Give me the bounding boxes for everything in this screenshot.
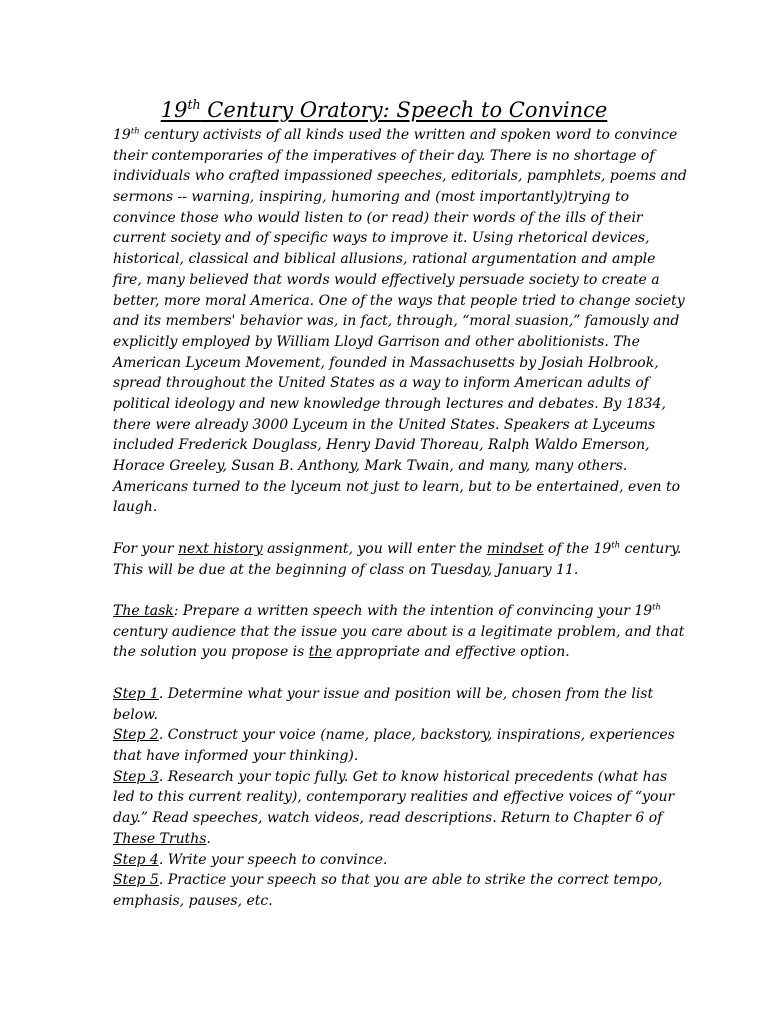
paragraph-line: current society and of specific ways to improve it. Using rhetorical devices, — [113, 230, 650, 247]
title-text: 19 — [160, 98, 188, 122]
paragraph-line: fire, many believed that words would effectively persuade society to create a — [113, 271, 660, 288]
paragraph-line: Horace Greeley, Susan B. Anthony, Mark Twain, and many, many others. — [113, 458, 628, 474]
step-2: Step 2. Construct your voice (name, place, backstory, inspirations, experiences — [113, 727, 675, 744]
step-2-cont: that have informed your thinking). — [113, 748, 359, 765]
title-superscript: th — [187, 97, 201, 112]
step-3-cont: led to this current reality), contemporary realities and effective voices of “your — [113, 789, 675, 806]
underlined-next-history: next history — [178, 541, 263, 557]
step-4: Step 4. Write your speech to convince. — [113, 851, 388, 868]
step-5-cont: emphasis, pauses, etc. — [113, 892, 273, 909]
page-title — [0, 96, 768, 124]
step-label: Step 1 — [113, 686, 159, 702]
step-1: Step 1. Determine what your issue and position will be, chosen from the list — [113, 686, 654, 702]
paragraph-line: historical, classical and biblical allusions, rational argumentation and ample — [113, 251, 656, 268]
step-3: Step 3. Research your topic fully. Get to know historical precedents (what has — [113, 768, 668, 785]
paragraph-line: The task: Prepare a written speech with the intention of convincing your 19th — [113, 601, 661, 619]
paragraph-line: For your next history assignment, you will enter the mindset of the 19th century. — [113, 539, 682, 557]
paragraph-line: there were already 3000 Lyceum in the United States. Speakers at Lyceums — [113, 416, 656, 433]
paragraph-line: century audience that the issue you care about is a legitimate problem, and that — [113, 623, 685, 640]
task-label: The task — [113, 603, 174, 619]
paragraph-line: better, more moral America. One of the ways that people tried to change society — [113, 292, 685, 309]
task-paragraph — [113, 601, 685, 663]
underlined-the: the — [308, 644, 332, 661]
paragraph-line: political ideology and new knowledge through lectures and debates. By 1834, — [113, 395, 666, 412]
paragraph-line: 19th century activists of all kinds used the written and spoken word to convince — [113, 125, 678, 143]
paragraph-line: laugh. — [113, 499, 158, 516]
title-text-rest: Century Oratory: Speech to Convince — [200, 98, 608, 122]
steps-list — [113, 684, 675, 912]
assignment-paragraph — [113, 539, 682, 580]
underlined-mindset: mindset — [486, 541, 544, 557]
paragraph-line: sermons -- warning, inspiring, humoring and (most importantly)trying to — [113, 189, 630, 206]
step-label: Step 2 — [113, 727, 159, 744]
intro-paragraph — [113, 125, 687, 518]
step-3-cont: These Truths. — [113, 830, 211, 847]
step-label: Step 4 — [113, 851, 159, 868]
paragraph-line: convince those who would listen to (or read) their words of the ills of their — [113, 209, 643, 226]
step-label: Step 3 — [113, 768, 159, 785]
paragraph-line: explicitly employed by William Lloyd Garrison and other abolitionists. The — [113, 333, 640, 350]
book-title: These Truths — [113, 830, 207, 847]
paragraph-line: and its members' behavior was, in fact, through, “moral suasion,” famously and — [113, 313, 680, 330]
paragraph-line: American Lyceum Movement, founded in Massachusetts by Josiah Holbrook, — [113, 354, 659, 371]
step-label: Step 5 — [113, 872, 159, 889]
paragraph-line: Americans turned to the lyceum not just to learn, but to be entertained, even to — [113, 478, 681, 495]
due-date-line: This will be due at the beginning of class on Tuesday, January 11. — [113, 561, 579, 578]
step-3-cont: day.” Read speeches, watch videos, read descriptions. Return to Chapter 6 of — [113, 810, 663, 827]
paragraph-line: spread throughout the United States as a way to inform American adults of — [113, 375, 649, 392]
paragraph-line: the solution you propose is the appropriate and effective option. — [113, 644, 570, 661]
step-5: Step 5. Practice your speech so that you are able to strike the correct tempo, — [113, 872, 663, 889]
paragraph-line: individuals who crafted impassioned speeches, editorials, pamphlets, poems and — [113, 168, 687, 185]
paragraph-line: their contemporaries of the imperatives of their day. There is no shortage of — [113, 147, 655, 164]
step-1-cont: below. — [113, 706, 158, 723]
paragraph-line: included Frederick Douglass, Henry David Thoreau, Ralph Waldo Emerson, — [113, 437, 650, 454]
